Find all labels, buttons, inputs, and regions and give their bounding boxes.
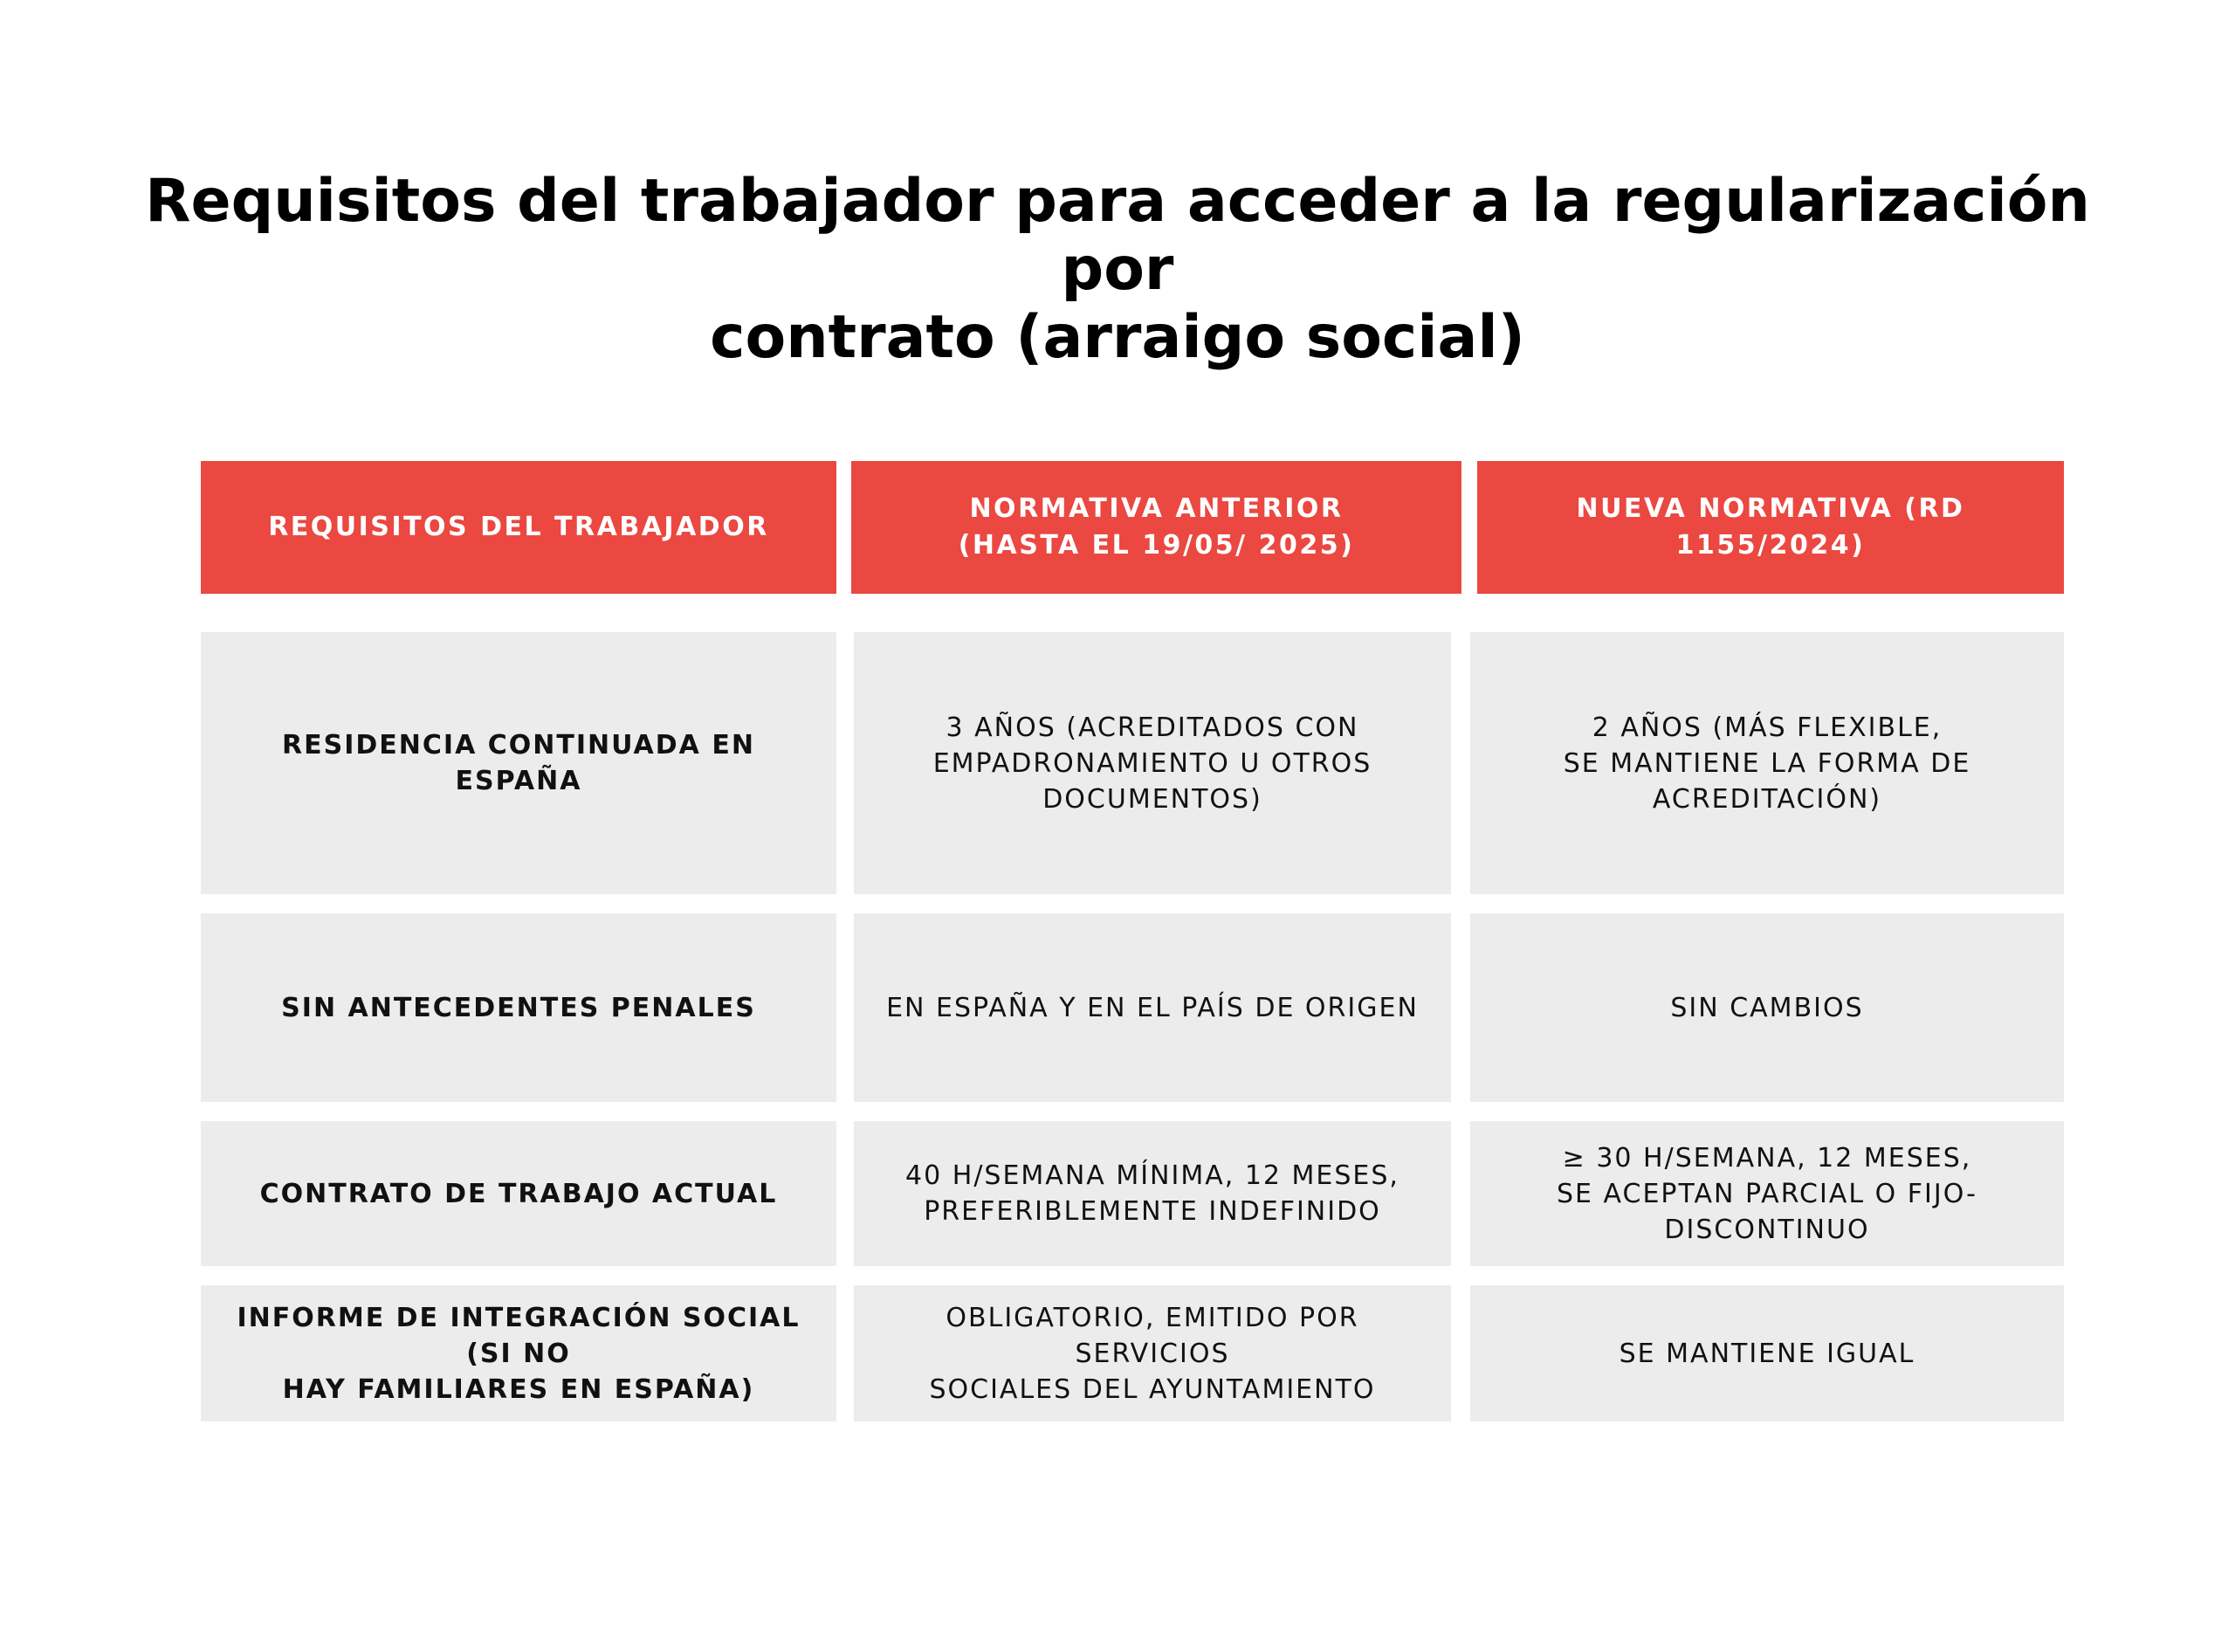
row-antecedentes-anterior: [854, 913, 1451, 1102]
cell-text: 40 H/SEMANA MÍNIMA, 12 MESES, PREFERIBLEMENTE INDEFINIDO: [905, 1160, 1399, 1227]
header-nueva-normativa-label: NUEVA NORMATIVA (RD 1155/2024): [1576, 493, 1965, 561]
header-requisitos-label: REQUISITOS DEL TRABAJADOR: [268, 512, 769, 542]
row-informe-anterior: [854, 1285, 1451, 1421]
cell-text: EN ESPAÑA Y EN EL PAÍS DE ORIGEN: [886, 992, 1419, 1023]
cell-text: SIN CAMBIOS: [1670, 992, 1864, 1023]
row-contrato-anterior: [854, 1121, 1451, 1266]
page-title: [113, 168, 2122, 372]
header-requisitos: [201, 461, 836, 594]
cell-text: CONTRATO DE TRABAJO ACTUAL: [259, 1178, 778, 1209]
cell-text: INFORME DE INTEGRACIÓN SOCIAL (SI NO HAY FAMILIARES EN ESPAÑA): [237, 1302, 801, 1405]
cell-text: ≥ 30 H/SEMANA, 12 MESES, SE ACEPTAN PARCIAL O FIJO- DISCONTINUO: [1556, 1142, 1977, 1245]
cell-text: OBLIGATORIO, EMITIDO POR SERVICIOS SOCIALES DEL AYUNTAMIENTO: [929, 1302, 1376, 1405]
header-normativa-anterior: [851, 461, 1461, 594]
row-contrato-nueva: [1470, 1121, 2064, 1266]
header-normativa-anterior-label: NORMATIVA ANTERIOR (HASTA EL 19/05/ 2025): [958, 493, 1355, 561]
row-residencia-nueva: [1470, 632, 2064, 894]
cell-text: 2 AÑOS (MÁS FLEXIBLE, SE MANTIENE LA FORMA DE ACREDITACIÓN): [1563, 712, 1971, 815]
page-title-text: Requisitos del trabajador para acceder a la regularización por contrato (arraigo social): [145, 167, 2090, 372]
row-informe-nueva: [1470, 1285, 2064, 1421]
row-contrato-requisito: [201, 1121, 836, 1266]
row-antecedentes-requisito: [201, 913, 836, 1102]
cell-text: RESIDENCIA CONTINUADA EN ESPAÑA: [282, 730, 755, 796]
row-informe-requisito: [201, 1285, 836, 1421]
row-antecedentes-nueva: [1470, 913, 2064, 1102]
header-nueva-normativa: [1477, 461, 2064, 594]
row-residencia-anterior: [854, 632, 1451, 894]
cell-text: SIN ANTECEDENTES PENALES: [281, 992, 756, 1023]
row-residencia-requisito: [201, 632, 836, 894]
cell-text: SE MANTIENE IGUAL: [1619, 1338, 1915, 1369]
cell-text: 3 AÑOS (ACREDITADOS CON EMPADRONAMIENTO U OTROS DOCUMENTOS): [932, 712, 1372, 815]
